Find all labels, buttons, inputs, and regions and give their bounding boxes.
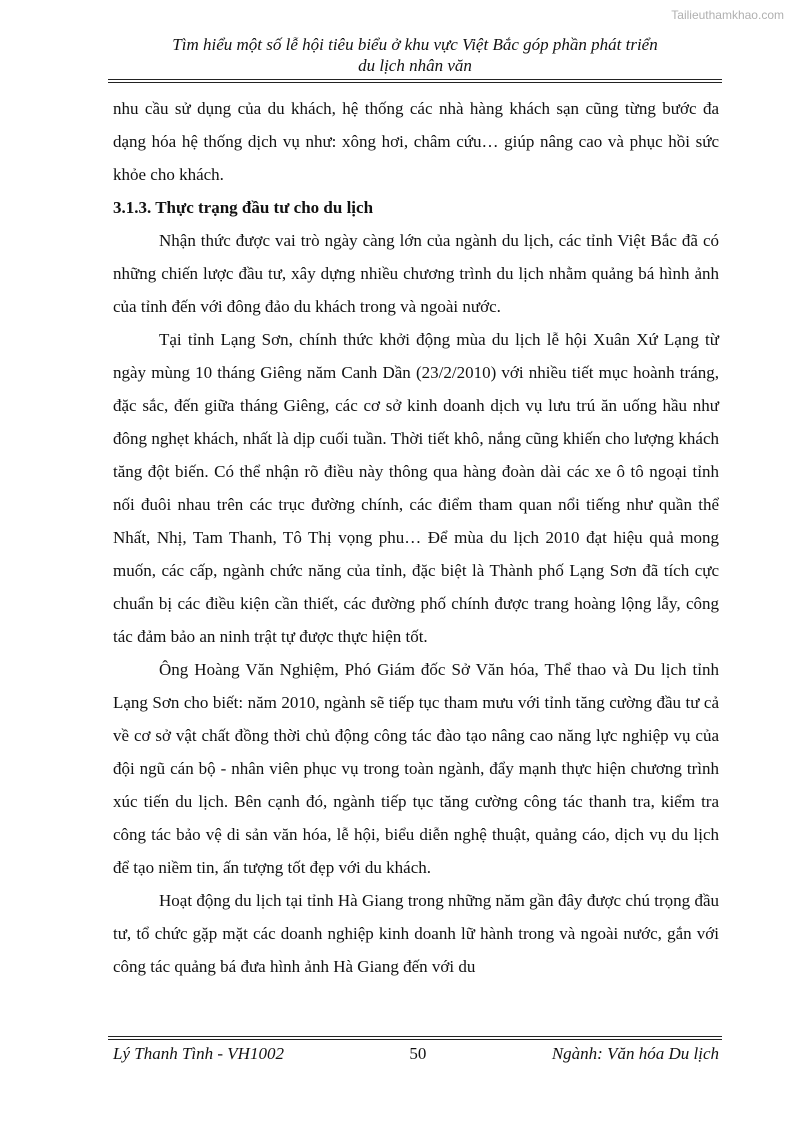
footer-divider-second	[108, 1039, 722, 1040]
header-title-line1: Tìm hiểu một số lễ hội tiêu biểu ở khu vực Việt Bắc góp phần phát triển	[172, 35, 658, 54]
footer-major: Ngành: Văn hóa Du lịch	[551, 1044, 719, 1063]
page-body	[113, 92, 719, 983]
paragraph-continued: nhu cầu sử dụng của du khách, hệ thống các nhà hàng khách sạn cũng từng bước đa dạng hóa hệ thống dịch vụ như: xông hơi, châm cứu… giúp nâng cao và phục hồi sức khỏe cho khách.	[113, 99, 719, 184]
paragraph-official-statement: Ông Hoàng Văn Nghiệm, Phó Giám đốc Sở Văn hóa, Thể thao và Du lịch tỉnh Lạng Sơn cho biết: năm 2010, ngành sẽ tiếp tục tham mưu với tỉnh tăng cường đầu tư cả về cơ sở vật chất đồng thời chủ động công tác đào tạo nâng cao năng lực nghiệp vụ của đội ngũ cán bộ - nhân viên phục vụ trong toàn ngành, đẩy mạnh thực hiện chương trình xúc tiến du lịch. Bên cạnh đó, ngành tiếp tục tăng cường công tác thanh tra, kiểm tra công tác bảo vệ di sản văn hóa, lễ hội, biểu diễn nghệ thuật, quảng cáo, dịch vụ du lịch để tạo niềm tin, ấn tượng tốt đẹp với du khách.	[113, 660, 719, 877]
page-header	[110, 34, 720, 76]
page-footer	[113, 1044, 719, 1064]
header-divider	[108, 79, 722, 80]
header-divider-second	[108, 82, 722, 83]
footer-author: Lý Thanh Tình - VH1002	[113, 1044, 284, 1063]
header-title-line2: du lịch nhân văn	[358, 56, 472, 75]
paragraph-ha-giang: Hoạt động du lịch tại tỉnh Hà Giang trong những năm gần đây được chú trọng đầu tư, tổ chức gặp mặt các doanh nghiệp kinh doanh lữ hành trong và ngoài nước, gắn với công tác quảng bá đưa hình ảnh Hà Giang đến với du	[113, 891, 719, 976]
page-number: 50	[409, 1044, 427, 1063]
paragraph-investment-strategy: Nhận thức được vai trò ngày càng lớn của ngành du lịch, các tỉnh Việt Bắc đã có những chiến lược đầu tư, xây dựng nhiều chương trình du lịch nhằm quảng bá hình ảnh của tỉnh đến với đông đảo du khách trong và ngoài nước.	[113, 231, 719, 316]
watermark: Tailieuthamkhao.com	[671, 8, 784, 22]
section-heading: 3.1.3. Thực trạng đầu tư cho du lịch	[113, 198, 374, 217]
paragraph-lang-son-festival: Tại tỉnh Lạng Sơn, chính thức khởi động mùa du lịch lễ hội Xuân Xứ Lạng từ ngày mùng 10 tháng Giêng năm Canh Dần (23/2/2010) với nhiều tiết mục hoành tráng, đặc sắc, đến giữa tháng Giêng, các cơ sở kinh doanh dịch vụ lưu trú ăn uống hầu như đông nghẹt khách, nhất là dịp cuối tuần. Thời tiết khô, nắng cũng khiến cho lượng khách tăng đột biến. Có thể nhận rõ điều này thông qua hàng đoàn dài các xe ô tô ngoại tỉnh nối đuôi nhau trên các trục đường chính, các điểm tham quan nổi tiếng như quần thể Nhất, Nhị, Tam Thanh, Tô Thị vọng phu… Để mùa du lịch 2010 đạt hiệu quả mong muốn, các cấp, ngành chức năng của tỉnh, đặc biệt là Thành phố Lạng Sơn đã tích cực chuẩn bị các điều kiện cần thiết, các đường phố chính được trang hoàng lộng lẫy, công tác đảm bảo an ninh trật tự được thực hiện tốt.	[113, 330, 719, 646]
footer-divider	[108, 1036, 722, 1037]
